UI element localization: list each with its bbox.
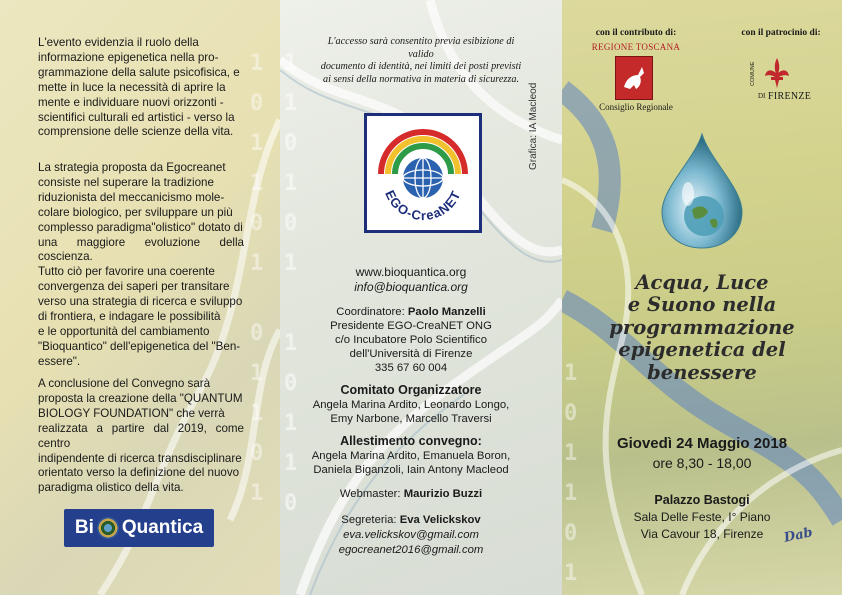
bioquantica-logo [64, 509, 214, 547]
venue-address: Via Cavour 18, Firenze [640, 527, 764, 541]
right-panel [562, 0, 842, 595]
svg-text:0: 0 [284, 371, 298, 396]
coordinator-details: Presidente EGO-CreaNET ONG c/o Incubatore Polo Scientifico dell'Università di Firenze 335 67 60 004 [330, 320, 492, 374]
svg-text:0: 0 [250, 441, 264, 466]
event-title: Acqua, Luce e Suono nella programmazione epigenetica del benessere [609, 271, 795, 384]
ego-creanet-logo [364, 113, 482, 233]
svg-text:0: 0 [250, 91, 264, 116]
svg-text:1: 1 [250, 401, 264, 426]
svg-text:0: 0 [250, 321, 264, 346]
svg-text:0: 0 [564, 401, 578, 426]
secretary-email-1[interactable]: eva.velickskov@gmail.com [343, 529, 479, 541]
svg-text:0: 0 [250, 211, 264, 236]
left-panel [0, 0, 280, 595]
bioquantica-logo-part1: Bi [74, 517, 94, 538]
committee-members: Angela Marina Ardito, Leonardo Longo, Emy Narbone, Marcello Traversi [312, 399, 510, 425]
svg-text:1: 1 [284, 91, 298, 116]
comune-label: COMUNE [750, 61, 756, 86]
svg-text:1: 1 [250, 361, 264, 386]
svg-text:1: 1 [250, 481, 264, 506]
comune-di-label: DI [758, 92, 766, 100]
strategy-paragraph: La strategia proposta da Egocreanet consiste nel superare la tradizione riduzionista del meccanicismo mole- colare biologico, per sviluppare un più complesso paradigma"olistico" dotato di una maggiore evoluzione della coscienza. Tutto ciò per favorire una coerente convergenza dei saperi per transitare verso una strategia di ricerca e sviluppo di frontiera, e indagare le possibilità e le opportunità del cambiamento "Bioquantico" dell'epigenetica del "Ben- essere". [38, 161, 244, 368]
firenze-lily-icon [762, 56, 792, 90]
svg-text:EGO-CreaNET: EGO-CreaNET [382, 187, 464, 224]
venue-name: Palazzo Bastogi [654, 493, 750, 507]
consiglio-regionale-label: Consiglio Regionale [599, 102, 673, 112]
svg-text:1: 1 [284, 411, 298, 436]
svg-text:1: 1 [284, 331, 298, 356]
graphics-credit: Grafica: IA Macleod [528, 82, 539, 170]
svg-text:1: 1 [284, 451, 298, 476]
webmaster-name: Maurizio Buzzi [403, 488, 483, 500]
ego-creanet-emblem-icon [367, 116, 479, 230]
access-notice: L'accesso sarà consentito previa esibizione di valido documento di identità, nei limiti dei posti previsti ai sensi della normativa in materia di sicurezza. [320, 36, 522, 85]
region-name: REGIONE TOSCANA [591, 42, 681, 52]
patronage-label: con il patrocinio di: [741, 28, 821, 38]
svg-text:0: 0 [284, 491, 298, 516]
svg-text:1: 1 [250, 171, 264, 196]
coordinator-name: Paolo Manzelli [407, 306, 486, 318]
setup-title: Allestimento convegno: [340, 434, 482, 448]
svg-text:1: 1 [284, 51, 298, 76]
bioquantica-logo-part2: Quantica [121, 517, 204, 538]
webmaster-label: Webmaster: [339, 488, 401, 500]
firenze-label: FIRENZE [768, 91, 812, 102]
svg-text:1: 1 [284, 171, 298, 196]
secretary-line [280, 513, 542, 527]
contribution-label: con il contributo di: [595, 28, 677, 38]
svg-text:1: 1 [564, 561, 578, 586]
region-toscana-crest-icon [615, 56, 653, 100]
svg-text:1: 1 [250, 51, 264, 76]
info-email-link[interactable]: info@bioquantica.org [354, 280, 468, 294]
event-date: Giovedì 24 Maggio 2018 [616, 435, 788, 452]
svg-text:1: 1 [250, 131, 264, 156]
pegasus-icon [616, 57, 652, 99]
svg-text:1: 1 [564, 481, 578, 506]
svg-text:1: 1 [564, 361, 578, 386]
svg-text:1: 1 [564, 441, 578, 466]
website-link[interactable]: www.bioquantica.org [355, 265, 467, 279]
webmaster-line [280, 487, 542, 501]
svg-text:1: 1 [284, 251, 298, 276]
coordinator-line [280, 305, 542, 319]
secretary-name: Eva Velickskov [399, 514, 481, 526]
svg-text:0: 0 [284, 211, 298, 236]
secretary-label: Segreteria: [341, 514, 397, 526]
event-time: ore 8,30 - 18,00 [652, 455, 752, 471]
coordinator-label: Coordinatore: [336, 306, 405, 318]
committee-title: Comitato Organizzatore [340, 383, 482, 397]
artist-signature: Dab [782, 525, 815, 546]
conclusion-paragraph: A conclusione del Convegno sarà proposta la creazione della "QUANTUM BIOLOGY FOUNDATION" che verrà realizzata a partire dal 2019, come centro indipendente di ricerca transdisciplinare orientato verso la definizione del nuovo paradigma olistico della vita. [38, 377, 244, 495]
svg-text:0: 0 [564, 521, 578, 546]
setup-members: Angela Marina Ardito, Emanuela Boron, Daniela Biganzoli, Iain Antony Macleod [311, 450, 511, 476]
venue-hall: Sala Delle Feste, I° Piano [633, 510, 771, 524]
secretary-email-2[interactable]: egocreanet2016@gmail.com [338, 544, 484, 556]
bioquantica-globe-icon [97, 517, 119, 539]
water-drop-globe-icon [658, 132, 746, 250]
svg-text:1: 1 [250, 251, 264, 276]
middle-background-artwork [280, 0, 562, 595]
middle-panel [280, 0, 562, 595]
intro-paragraph: L'evento evidenzia il ruolo della informazione epigenetica nella pro- grammazione della salute psicofisica, e mette in luce la necessità di aprire la mente e individuare nuovi orizzonti - scientifici culturali ed artistici - verso la comprensione delle scienze della vita. [38, 36, 240, 139]
svg-text:0: 0 [284, 131, 298, 156]
